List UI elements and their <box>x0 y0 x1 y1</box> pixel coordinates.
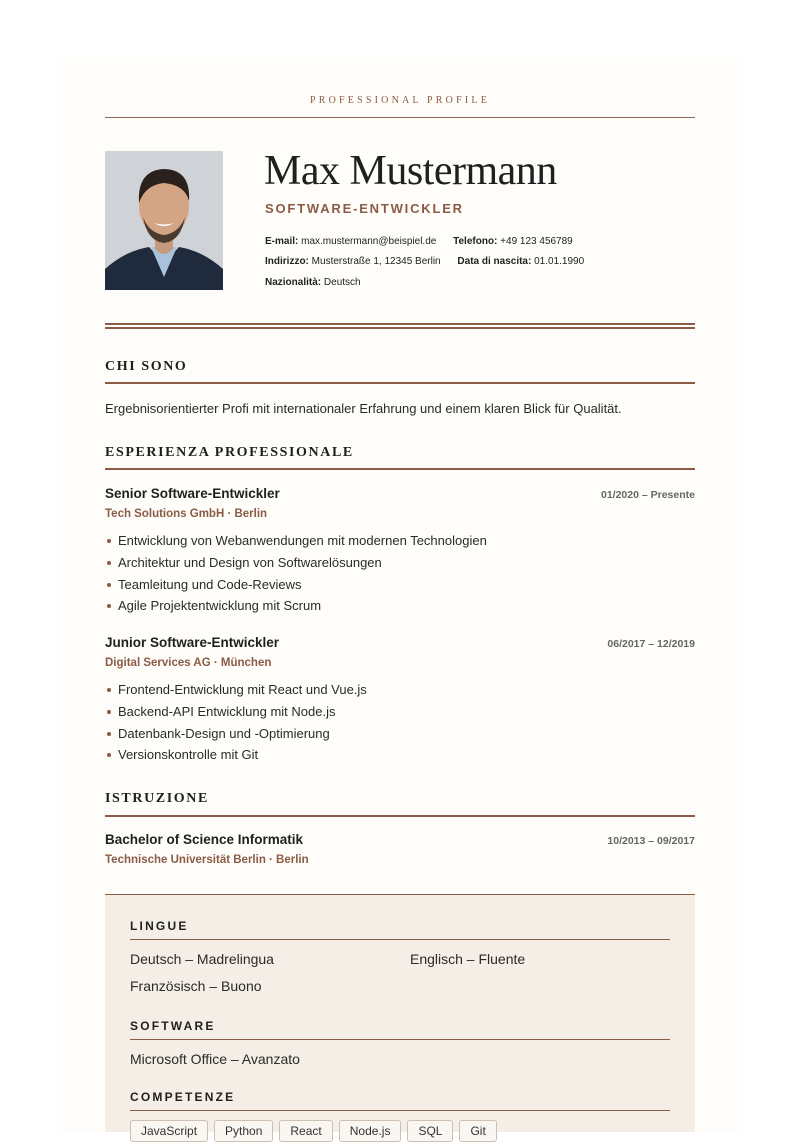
phone-label: Telefono: <box>453 236 498 247</box>
skill-tags <box>130 1120 503 1142</box>
languages-title: LINGUE <box>130 919 189 933</box>
skill-tag: Python <box>214 1120 273 1142</box>
list-item: Agile Projektentwicklung mit Scrum <box>105 595 487 617</box>
job-title: Junior Software-Entwickler <box>105 635 280 650</box>
birth-value: 01.01.1990 <box>534 256 585 267</box>
list-item: Entwicklung von Webanwendungen mit modernen Technologien <box>105 530 487 552</box>
skills-rule <box>130 1110 670 1111</box>
language-item: Französisch – Buono <box>130 978 262 994</box>
language-item: Deutsch – Madrelingua <box>130 951 274 967</box>
nationality-label: Nazionalità: <box>265 277 322 288</box>
list-item: Datenbank-Design und -Optimierung <box>105 723 367 745</box>
about-rule <box>105 382 695 384</box>
birth-label: Data di nascita: <box>457 256 532 267</box>
about-title: CHI SONO <box>105 359 188 374</box>
skill-tag: React <box>279 1120 332 1142</box>
phone-value: +49 123 456789 <box>500 236 573 247</box>
profile-label: PROFESSIONAL PROFILE <box>309 95 491 106</box>
experience-title: ESPERIENZA PROFESSIONALE <box>105 445 354 460</box>
contact-line-2 <box>265 256 584 267</box>
job-bullets <box>105 679 367 766</box>
job-company: Digital Services AG · München <box>105 657 272 669</box>
experience-rule <box>105 468 695 470</box>
software-item: Microsoft Office – Avanzato <box>130 1051 300 1067</box>
list-item: Frontend-Entwicklung mit React und Vue.js <box>105 679 367 701</box>
software-title: SOFTWARE <box>130 1019 216 1033</box>
header-rule <box>105 117 695 118</box>
address-label: Indirizzo: <box>265 256 309 267</box>
skills-title: COMPETENZE <box>130 1090 236 1104</box>
education-title: ISTRUZIONE <box>105 791 209 806</box>
profile-photo <box>105 151 223 290</box>
list-item: Teamleitung und Code-Reviews <box>105 574 487 596</box>
email-value: max.mustermann@beispiel.de <box>301 236 437 247</box>
candidate-role: SOFTWARE-ENTWICKLER <box>265 201 464 216</box>
job-bullets <box>105 530 487 617</box>
header-divider-top <box>105 323 695 325</box>
header-divider-bottom <box>105 327 695 329</box>
skill-tag: Git <box>459 1120 496 1142</box>
list-item: Architektur und Design von Softwarelösungen <box>105 552 487 574</box>
list-item: Versionskontrolle mit Git <box>105 744 367 766</box>
skills-panel <box>105 894 695 1138</box>
email-label: E-mail: <box>265 236 299 247</box>
candidate-name: Max Mustermann <box>264 148 557 194</box>
contact-line-3 <box>265 277 361 288</box>
education-date: 10/2013 – 09/2017 <box>607 835 695 847</box>
software-rule <box>130 1039 670 1040</box>
degree-title: Bachelor of Science Informatik <box>105 832 304 847</box>
nationality-value: Deutsch <box>323 277 361 288</box>
languages-rule <box>130 939 670 940</box>
job-date: 01/2020 – Presente <box>601 489 695 501</box>
about-text: Ergebnisorientierter Profi mit internationaler Erfahrung und einem klaren Blick für Qualität. <box>105 401 622 416</box>
job-company: Tech Solutions GmbH · Berlin <box>105 508 268 520</box>
skill-tag: JavaScript <box>130 1120 208 1142</box>
address-value: Musterstraße 1, 12345 Berlin <box>311 256 441 267</box>
education-rule <box>105 815 695 817</box>
school-name: Technische Universität Berlin · Berlin <box>105 854 309 866</box>
job-date: 06/2017 – 12/2019 <box>607 638 695 650</box>
list-item: Backend-API Entwicklung mit Node.js <box>105 701 367 723</box>
language-item: Englisch – Fluente <box>410 951 526 967</box>
contact-line-1 <box>265 236 573 247</box>
resume-page <box>57 58 743 1138</box>
skill-tag: Node.js <box>339 1120 402 1142</box>
job-title: Senior Software-Entwickler <box>105 486 280 501</box>
skill-tag: SQL <box>407 1120 453 1142</box>
